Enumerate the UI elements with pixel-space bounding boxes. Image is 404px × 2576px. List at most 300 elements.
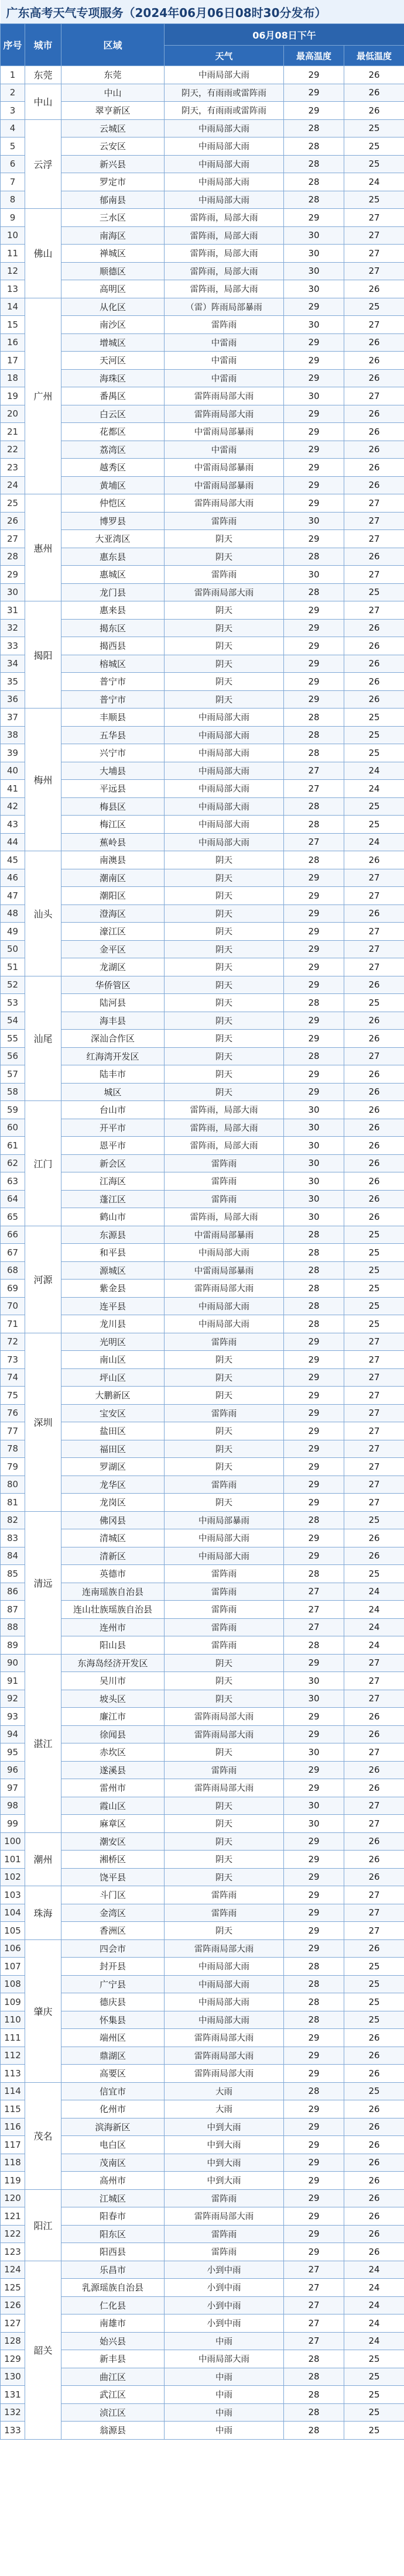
district-cell: 濠江区 <box>61 923 165 941</box>
weather-cell: 阴天 <box>165 690 284 709</box>
tmax-cell: 29 <box>284 209 344 227</box>
district-cell: 徐闻县 <box>61 1725 165 1743</box>
table-row <box>1 976 404 994</box>
weather-cell: 中雨局部大雨 <box>165 816 284 834</box>
row-number: 3 <box>1 102 25 120</box>
district-cell: 潮安区 <box>61 1832 165 1851</box>
district-cell: 新会区 <box>61 1154 165 1172</box>
weather-cell: 中雨局部大雨 <box>165 797 284 816</box>
row-number: 102 <box>1 1868 25 1886</box>
district-cell: 东源县 <box>61 1226 165 1244</box>
district-cell: 坡头区 <box>61 1690 165 1708</box>
weather-cell: 中雨局部大雨 <box>165 1958 284 1976</box>
tmax-cell: 30 <box>284 1743 344 1762</box>
table-row <box>1 2029 404 2047</box>
tmin-cell: 26 <box>344 1832 404 1851</box>
tmax-cell: 27 <box>284 2296 344 2314</box>
tmin-cell: 27 <box>344 601 404 620</box>
tmax-cell: 28 <box>284 191 344 209</box>
table-row <box>1 887 404 905</box>
weather-cell: 中雷雨局部暴雨 <box>165 423 284 441</box>
tmin-cell: 27 <box>344 387 404 405</box>
weather-cell: 雷阵雨，局部大雨 <box>165 1208 284 1226</box>
weather-cell: 阴天 <box>165 1494 284 1512</box>
row-number: 61 <box>1 1137 25 1155</box>
tmax-cell: 28 <box>284 2386 344 2404</box>
tmin-cell: 27 <box>344 1404 404 1422</box>
tmin-cell: 24 <box>344 2279 404 2297</box>
tmax-cell: 30 <box>284 1172 344 1191</box>
table-row <box>1 1368 404 1387</box>
row-number: 20 <box>1 405 25 423</box>
weather-cell: 雷阵雨，局部大雨 <box>165 226 284 245</box>
district-cell: 揭西县 <box>61 637 165 655</box>
weather-cell: 雷阵雨 <box>165 1172 284 1191</box>
district-cell: 普宁市 <box>61 690 165 709</box>
row-number: 49 <box>1 923 25 941</box>
row-number: 127 <box>1 2314 25 2333</box>
weather-cell: 雷阵雨局部大雨 <box>165 1708 284 1726</box>
table-row <box>1 191 404 209</box>
tmax-cell: 29 <box>284 2136 344 2154</box>
row-number: 85 <box>1 1565 25 1583</box>
tmin-cell: 27 <box>344 512 404 530</box>
tmin-cell: 26 <box>344 1547 404 1565</box>
tmin-cell: 26 <box>344 851 404 869</box>
weather-cell: 中雨局部大雨 <box>165 191 284 209</box>
tmax-cell: 29 <box>284 2029 344 2047</box>
district-cell: 东莞 <box>61 66 165 84</box>
weather-cell: 中雨局部大雨 <box>165 155 284 173</box>
row-number: 43 <box>1 816 25 834</box>
table-row <box>1 851 404 869</box>
weather-cell: 阴天 <box>165 1368 284 1387</box>
tmax-cell: 29 <box>284 923 344 941</box>
table-row <box>1 1154 404 1172</box>
tmax-cell: 29 <box>284 1547 344 1565</box>
weather-cell: 雷阵雨 <box>165 1904 284 1922</box>
table-row <box>1 369 404 387</box>
table-row <box>1 583 404 601</box>
tmin-cell: 25 <box>344 1226 404 1244</box>
district-cell: 源城区 <box>61 1261 165 1280</box>
row-number: 97 <box>1 1779 25 1797</box>
district-cell: 黄埔区 <box>61 476 165 494</box>
table-row <box>1 762 404 780</box>
tmax-cell: 29 <box>284 2243 344 2261</box>
weather-cell: 中雨局部暴雨 <box>165 1511 284 1529</box>
city-cell: 云浮 <box>25 119 61 209</box>
district-cell: 信宜市 <box>61 2082 165 2100</box>
weather-cell: 阴天 <box>165 1654 284 1672</box>
weather-cell: 阴天 <box>165 530 284 548</box>
district-cell: 郁南县 <box>61 191 165 209</box>
header-tmin: 最低温度 <box>344 46 404 66</box>
tmax-cell: 29 <box>284 1458 344 1476</box>
weather-cell: 中雨局部大雨 <box>165 66 284 84</box>
district-cell: 普宁市 <box>61 673 165 691</box>
district-cell: 榕城区 <box>61 655 165 673</box>
tmax-cell: 27 <box>284 833 344 851</box>
district-cell: 云安区 <box>61 137 165 156</box>
row-number: 99 <box>1 1815 25 1833</box>
tmin-cell: 24 <box>344 2296 404 2314</box>
city-cell: 佛山 <box>25 209 61 298</box>
row-number: 35 <box>1 673 25 691</box>
tmax-cell: 29 <box>284 530 344 548</box>
table-row <box>1 2403 404 2422</box>
tmin-cell: 27 <box>344 1815 404 1833</box>
row-number: 46 <box>1 869 25 887</box>
weather-cell: 中雨局部大雨 <box>165 1975 284 1993</box>
table-row <box>1 1012 404 1030</box>
city-cell: 清远 <box>25 1511 61 1654</box>
city-cell: 惠州 <box>25 494 61 601</box>
tmax-cell: 29 <box>284 441 344 459</box>
row-number: 68 <box>1 1261 25 1280</box>
table-row <box>1 2100 404 2118</box>
tmin-cell: 26 <box>344 1761 404 1779</box>
table-row <box>1 2136 404 2154</box>
weather-cell: 中雨 <box>165 2403 284 2422</box>
tmin-cell: 25 <box>344 2403 404 2422</box>
tmin-cell: 24 <box>344 2261 404 2279</box>
tmax-cell: 29 <box>284 1030 344 1048</box>
table-row <box>1 1886 404 1904</box>
header-district: 区域 <box>61 24 165 66</box>
row-number: 37 <box>1 709 25 727</box>
table-row <box>1 1922 404 1940</box>
tmin-cell: 27 <box>344 1368 404 1387</box>
tmin-cell: 26 <box>344 1137 404 1155</box>
weather-cell: 小到中雨 <box>165 2279 284 2297</box>
tmin-cell: 27 <box>344 226 404 245</box>
tmin-cell: 25 <box>344 2422 404 2440</box>
row-number: 95 <box>1 1743 25 1762</box>
table-row <box>1 2386 404 2404</box>
table-row <box>1 958 404 976</box>
weather-cell: 阴天 <box>165 958 284 976</box>
row-number: 90 <box>1 1654 25 1672</box>
row-number: 26 <box>1 512 25 530</box>
weather-cell: 雷阵雨局部大雨 <box>165 1725 284 1743</box>
tmax-cell: 28 <box>284 2011 344 2029</box>
weather-cell: 中雨局部大雨 <box>165 1529 284 1547</box>
table-row <box>1 2243 404 2261</box>
weather-cell: 中雷雨 <box>165 369 284 387</box>
table-body <box>1 66 404 2440</box>
table-row <box>1 1244 404 1262</box>
district-cell: 越秀区 <box>61 459 165 477</box>
tmax-cell: 29 <box>284 976 344 994</box>
row-number: 57 <box>1 1065 25 1084</box>
row-number: 60 <box>1 1119 25 1137</box>
tmin-cell: 26 <box>344 2065 404 2083</box>
weather-cell: 雷阵雨 <box>165 512 284 530</box>
district-cell: 和平县 <box>61 1244 165 1262</box>
tmin-cell: 26 <box>344 102 404 120</box>
table-row <box>1 316 404 334</box>
row-number: 88 <box>1 1618 25 1636</box>
table-row <box>1 2279 404 2297</box>
tmin-cell: 26 <box>344 1851 404 1869</box>
tmin-cell: 26 <box>344 655 404 673</box>
page-title: 广东高考天气专项服务（2024年06月06日08时30分发布） <box>1 0 404 24</box>
district-cell: 三水区 <box>61 209 165 227</box>
tmax-cell: 29 <box>284 2065 344 2083</box>
row-number: 40 <box>1 762 25 780</box>
tmin-cell: 26 <box>344 2154 404 2172</box>
weather-cell: 雷阵雨 <box>165 1565 284 1583</box>
weather-cell: 雷阵雨，局部大雨 <box>165 1137 284 1155</box>
district-cell: 华侨管区 <box>61 976 165 994</box>
tmin-cell: 26 <box>344 2207 404 2226</box>
row-number: 108 <box>1 1975 25 1993</box>
tmax-cell: 28 <box>284 2082 344 2100</box>
tmin-cell: 26 <box>344 673 404 691</box>
table-row <box>1 512 404 530</box>
weather-cell: 中雨局部大雨 <box>165 1244 284 1262</box>
city-cell: 汕头 <box>25 851 61 976</box>
weather-cell: 雷阵雨，局部大雨 <box>165 245 284 263</box>
row-number: 2 <box>1 84 25 102</box>
row-number: 65 <box>1 1208 25 1226</box>
row-number: 64 <box>1 1190 25 1208</box>
row-number: 128 <box>1 2332 25 2350</box>
row-number: 104 <box>1 1904 25 1922</box>
table-row <box>1 1261 404 1280</box>
weather-cell: 阴天 <box>165 1065 284 1084</box>
tmin-cell: 27 <box>344 1922 404 1940</box>
district-cell: 新兴县 <box>61 155 165 173</box>
tmax-cell: 29 <box>284 2189 344 2207</box>
tmin-cell: 27 <box>344 1743 404 1762</box>
district-cell: 封开县 <box>61 1958 165 1976</box>
district-cell: 阳春市 <box>61 2207 165 2226</box>
tmax-cell: 28 <box>284 1958 344 1976</box>
tmax-cell: 29 <box>284 66 344 84</box>
district-cell: 雷州市 <box>61 1779 165 1797</box>
tmax-cell: 27 <box>284 780 344 798</box>
table-row <box>1 1422 404 1440</box>
tmin-cell: 25 <box>344 137 404 156</box>
weather-cell: 阴天 <box>165 1083 284 1101</box>
weather-cell: 中雷雨局部暴雨 <box>165 1226 284 1244</box>
tmax-cell: 29 <box>284 2154 344 2172</box>
tmin-cell: 25 <box>344 583 404 601</box>
table-row <box>1 1208 404 1226</box>
tmax-cell: 29 <box>284 1904 344 1922</box>
table-row <box>1 833 404 851</box>
weather-cell: 雷阵雨，局部大雨 <box>165 1101 284 1119</box>
row-number: 107 <box>1 1958 25 1976</box>
district-cell: 香洲区 <box>61 1922 165 1940</box>
district-cell: 江城区 <box>61 2189 165 2207</box>
weather-cell: 中雨局部大雨 <box>165 780 284 798</box>
tmin-cell: 26 <box>344 423 404 441</box>
district-cell: 龙岗区 <box>61 1494 165 1512</box>
tmax-cell: 29 <box>284 1922 344 1940</box>
tmax-cell: 29 <box>284 1333 344 1351</box>
weather-cell: 雷阵雨 <box>165 566 284 584</box>
tmin-cell: 25 <box>344 744 404 762</box>
district-cell: 蕉岭县 <box>61 833 165 851</box>
table-row <box>1 530 404 548</box>
weather-cell: 雷阵雨 <box>165 1761 284 1779</box>
weather-cell: 阴天 <box>165 1797 284 1815</box>
city-cell: 东莞 <box>25 66 61 84</box>
row-number: 9 <box>1 209 25 227</box>
table-row <box>1 2172 404 2190</box>
district-cell: 荔湾区 <box>61 441 165 459</box>
district-cell: 鹤山市 <box>61 1208 165 1226</box>
district-cell: 乐昌市 <box>61 2261 165 2279</box>
table-row <box>1 2189 404 2207</box>
table-row <box>1 1815 404 1833</box>
tmin-cell: 26 <box>344 459 404 477</box>
table-row <box>1 298 404 316</box>
row-number: 30 <box>1 583 25 601</box>
weather-cell: 雷阵雨局部大雨 <box>165 2047 284 2065</box>
tmin-cell: 26 <box>344 369 404 387</box>
table-row <box>1 690 404 709</box>
district-cell: 梅江区 <box>61 816 165 834</box>
table-row <box>1 1315 404 1333</box>
table-row <box>1 548 404 566</box>
district-cell: 鼎湖区 <box>61 2047 165 2065</box>
tmin-cell: 26 <box>344 1939 404 1958</box>
tmax-cell: 28 <box>284 2368 344 2386</box>
tmax-cell: 28 <box>284 994 344 1012</box>
tmax-cell: 28 <box>284 1047 344 1065</box>
weather-cell: 雷阵雨 <box>165 2243 284 2261</box>
weather-cell: 雷阵雨 <box>165 1886 284 1904</box>
weather-cell: 雷阵雨 <box>165 316 284 334</box>
tmax-cell: 29 <box>284 1440 344 1458</box>
weather-cell: 阴天 <box>165 1387 284 1405</box>
tmax-cell: 29 <box>284 423 344 441</box>
district-cell: 大鹏新区 <box>61 1387 165 1405</box>
table-row <box>1 1226 404 1244</box>
weather-cell: 雷阵雨局部大雨 <box>165 494 284 513</box>
tmin-cell: 24 <box>344 1618 404 1636</box>
tmin-cell: 25 <box>344 2368 404 2386</box>
district-cell: 仲恺区 <box>61 494 165 513</box>
weather-cell: 阴天，有雨雨或雷阵雨 <box>165 102 284 120</box>
tmin-cell: 27 <box>344 1494 404 1512</box>
tmax-cell: 30 <box>284 1137 344 1155</box>
row-number: 129 <box>1 2350 25 2368</box>
tmax-cell: 28 <box>284 1261 344 1280</box>
weather-cell: 阴天 <box>165 1832 284 1851</box>
tmin-cell: 27 <box>344 1654 404 1672</box>
tmin-cell: 25 <box>344 1993 404 2011</box>
row-number: 70 <box>1 1297 25 1315</box>
tmin-cell: 25 <box>344 1261 404 1280</box>
tmin-cell: 26 <box>344 976 404 994</box>
row-number: 121 <box>1 2207 25 2226</box>
district-cell: 赤坎区 <box>61 1743 165 1762</box>
row-number: 71 <box>1 1315 25 1333</box>
weather-cell: 阴天 <box>165 655 284 673</box>
tmin-cell: 25 <box>344 1244 404 1262</box>
tmax-cell: 29 <box>284 1939 344 1958</box>
district-cell: 高要区 <box>61 2065 165 2083</box>
table-row <box>1 84 404 102</box>
weather-cell: 阴天 <box>165 940 284 958</box>
tmin-cell: 26 <box>344 619 404 637</box>
header-city: 城市 <box>25 24 61 66</box>
tmax-cell: 30 <box>284 280 344 298</box>
table-row <box>1 1975 404 1993</box>
row-number: 15 <box>1 316 25 334</box>
tmax-cell: 29 <box>284 1012 344 1030</box>
tmax-cell: 29 <box>284 352 344 370</box>
row-number: 93 <box>1 1708 25 1726</box>
tmax-cell: 29 <box>284 655 344 673</box>
tmax-cell: 29 <box>284 1494 344 1512</box>
weather-cell: 阴天 <box>165 976 284 994</box>
tmin-cell: 27 <box>344 887 404 905</box>
district-cell: 龙华区 <box>61 1476 165 1494</box>
weather-cell: 中雨局部大雨 <box>165 762 284 780</box>
table-row <box>1 155 404 173</box>
tmax-cell: 28 <box>284 173 344 191</box>
tmax-cell: 30 <box>284 262 344 280</box>
row-number: 41 <box>1 780 25 798</box>
weather-cell: 阴天 <box>165 619 284 637</box>
tmax-cell: 29 <box>284 1832 344 1851</box>
table-row <box>1 1636 404 1655</box>
district-cell: 梅县区 <box>61 797 165 816</box>
row-number: 14 <box>1 298 25 316</box>
weather-cell: 小到中雨 <box>165 2314 284 2333</box>
weather-cell: 雷阵雨局部大雨 <box>165 2029 284 2047</box>
row-number: 23 <box>1 459 25 477</box>
tmin-cell: 24 <box>344 1601 404 1619</box>
city-cell: 茂名 <box>25 2082 61 2189</box>
district-cell: 光明区 <box>61 1333 165 1351</box>
tmax-cell: 30 <box>284 1815 344 1833</box>
tmin-cell: 27 <box>344 869 404 887</box>
row-number: 105 <box>1 1922 25 1940</box>
table-row <box>1 1458 404 1476</box>
table-row <box>1 262 404 280</box>
district-cell: 阳东区 <box>61 2225 165 2243</box>
tmax-cell: 27 <box>284 2279 344 2297</box>
header-tmax: 最高温度 <box>284 46 344 66</box>
table-row <box>1 1119 404 1137</box>
row-number: 22 <box>1 441 25 459</box>
tmax-cell: 29 <box>284 619 344 637</box>
row-number: 75 <box>1 1387 25 1405</box>
weather-cell: 雷阵雨局部大雨 <box>165 583 284 601</box>
tmin-cell: 26 <box>344 84 404 102</box>
row-number: 1 <box>1 66 25 84</box>
row-number: 101 <box>1 1851 25 1869</box>
table-row <box>1 1065 404 1084</box>
row-number: 48 <box>1 904 25 923</box>
district-cell: 吴川市 <box>61 1672 165 1690</box>
tmax-cell: 28 <box>284 1975 344 1993</box>
table-row <box>1 2154 404 2172</box>
row-number: 54 <box>1 1012 25 1030</box>
tmin-cell: 27 <box>344 245 404 263</box>
row-number: 51 <box>1 958 25 976</box>
tmin-cell: 27 <box>344 1458 404 1476</box>
weather-cell: 中雨 <box>165 2386 284 2404</box>
tmax-cell: 29 <box>284 940 344 958</box>
